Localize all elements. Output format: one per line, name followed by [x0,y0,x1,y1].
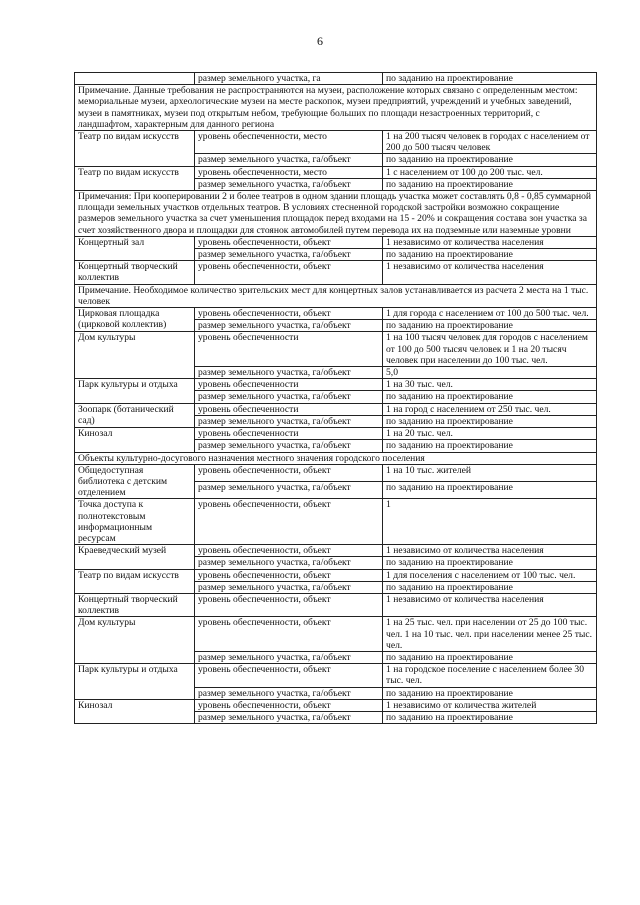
table-row [75,131,597,154]
table-row [75,699,597,711]
value-cell: по заданию на проектирование [383,320,597,332]
value-cell: 1 независимо от количества населения [383,261,597,284]
parameter-cell: уровень обеспеченности, объект [195,261,383,284]
parameter-cell: размер земельного участка, га/объект [195,391,383,403]
value-cell: 1 с населением от 100 до 200 тыс. чел. [383,166,597,178]
value-cell: 1 для города с населением от 100 до 500 тыс. чел. [383,308,597,320]
table-note-row [75,85,597,131]
parameter-cell: уровень обеспеченности, объект [195,569,383,581]
value-cell: по заданию на проектирование [383,391,597,403]
value-cell: 1 для поселения с населением от 100 тыс. чел. [383,569,597,581]
value-cell: 1 на 200 тысяч человек в городах с населением от 200 до 500 тысяч человек [383,131,597,154]
table-row [75,428,597,440]
table-row [75,379,597,391]
parameter-cell: размер земельного участка, га/объект [195,482,383,499]
parameter-cell: размер земельного участка, га/объект [195,249,383,261]
parameter-cell: размер земельного участка, га/объект [195,687,383,699]
parameter-cell: уровень обеспеченности, место [195,131,383,154]
value-cell: 1 на 25 тыс. чел. при населении от 25 до 100 тыс. чел. 1 на 10 тыс. чел. при населении менее 25 тыс. чел. [383,617,597,652]
table-row [75,166,597,178]
table-row [75,403,597,415]
value-cell: 1 независимо от количества населения [383,545,597,557]
parameter-cell: уровень обеспеченности, объект [195,664,383,687]
value-cell: 1 [383,499,597,545]
parameter-cell: размер земельного участка, га/объект [195,320,383,332]
table-row [75,617,597,652]
table-row [75,464,597,481]
value-cell: по заданию на проектирование [383,651,597,663]
page-number: 6 [317,34,323,48]
parameter-cell: размер земельного участка, га/объект [195,711,383,723]
object-name-cell: Цирковая площадка (цирковой коллектив) [75,308,195,332]
parameter-cell: уровень обеспеченности, объект [195,236,383,248]
table-row [75,593,597,616]
object-name-cell: Парк культуры и отдыха [75,664,195,700]
value-cell: по заданию на проектирование [383,249,597,261]
table-row [75,261,597,284]
parameter-cell: уровень обеспеченности [195,428,383,440]
parameter-cell: уровень обеспеченности, объект [195,308,383,320]
object-name-cell: Театр по видам искусств [75,166,195,190]
value-cell: по заданию на проектирование [383,557,597,569]
table-note: Примечание. Данные требования не распространяются на музеи, расположение которых связано с определенным местом: мемориальные музеи, археологические музеи на месте раскопок, музеи предприятий, учреждений и учебных заведений, музеи в памятниках, музеи под открытым небом, требующие больших по площади незастроенных территорий, с ландшафтом, характерным для данного региона [75,85,597,131]
value-cell: 5,0 [383,367,597,379]
parameter-cell: уровень обеспеченности, объект [195,499,383,545]
table-row [75,545,597,557]
table-note: Примечания: При кооперировании 2 и более театров в одном здании площадь участка может составлять 0,8 - 0,85 суммарной площади земельных участков отдельных театров. В условиях стесненной городской застройки возможно сокращение размеров земельного участка за счет уменьшения площадок перед входами на 15 - 20% и сокращения состава зон участка за счет хозяйственного двора и площадки для стоянок автомобилей путем перевода их на подземные или наземные уровни [75,191,597,237]
object-name-cell: Дом культуры [75,617,195,664]
table-row [75,332,597,367]
table-note-row [75,191,597,237]
object-name-cell: Общедоступная библиотека с детским отделением [75,464,195,499]
value-cell: 1 независимо от количества населения [383,236,597,248]
parameter-cell: размер земельного участка, га/объект [195,581,383,593]
norms-table-body [75,73,597,724]
value-cell: 1 на 100 тысяч человек для городов с населением от 100 до 500 тысяч человек и 1 на 20 тысяч человек при населении до 100 тыс. чел. [383,332,597,367]
parameter-cell: уровень обеспеченности, объект [195,617,383,652]
object-name-cell: Зоопарк (ботанический сад) [75,403,195,427]
value-cell: 1 на город с населением от 250 тыс. чел. [383,403,597,415]
norms-table [74,72,597,724]
parameter-cell: размер земельного участка, га/объект [195,440,383,452]
object-name-cell: Театр по видам искусств [75,131,195,167]
value-cell: по заданию на проектирование [383,178,597,190]
table-row [75,569,597,581]
table-row [75,308,597,320]
value-cell: по заданию на проектирование [383,415,597,427]
object-name-cell: Концертный творческий коллектив [75,261,195,284]
table-row [75,73,597,85]
parameter-cell: размер земельного участка, га/объект [195,651,383,663]
object-name-cell: Концертный зал [75,236,195,260]
parameter-cell: размер земельного участка, га/объект [195,415,383,427]
parameter-cell: уровень обеспеченности, объект [195,699,383,711]
table-note: Объекты культурно-досугового назначения местного значения городского поселения [75,452,597,464]
value-cell: по заданию на проектирование [383,581,597,593]
value-cell: 1 независимо от количества населения [383,593,597,616]
object-name-cell: Концертный творческий коллектив [75,593,195,616]
object-name-cell: Кинозал [75,428,195,452]
parameter-cell: размер земельного участка, га/объект [195,178,383,190]
parameter-cell: размер земельного участка, га [195,73,383,85]
parameter-cell: уровень обеспеченности, место [195,166,383,178]
value-cell: по заданию на проектирование [383,440,597,452]
object-name-cell: Кинозал [75,699,195,723]
table-row [75,236,597,248]
table-row [75,664,597,687]
parameter-cell: уровень обеспеченности [195,379,383,391]
object-name-cell: Театр по видам искусств [75,569,195,593]
parameter-cell: уровень обеспеченности, объект [195,464,383,481]
object-name-cell: Парк культуры и отдыха [75,379,195,403]
table-note-row [75,452,597,464]
parameter-cell: размер земельного участка, га/объект [195,367,383,379]
table-row [75,499,597,545]
value-cell: по заданию на проектирование [383,73,597,85]
value-cell: 1 независимо от количества жителей [383,699,597,711]
value-cell: 1 на 30 тыс. чел. [383,379,597,391]
value-cell: по заданию на проектирование [383,711,597,723]
value-cell: 1 на городское поселение с населением более 30 тыс. чел. [383,664,597,687]
parameter-cell: размер земельного участка, га/объект [195,154,383,166]
parameter-cell: уровень обеспеченности, объект [195,545,383,557]
object-name-cell: Дом культуры [75,332,195,379]
value-cell: по заданию на проектирование [383,482,597,499]
value-cell: по заданию на проектирование [383,687,597,699]
value-cell: 1 на 10 тыс. жителей [383,464,597,481]
table-note-row [75,284,597,307]
table-note: Примечание. Необходимое количество зрительских мест для концертных залов устанавливается из расчета 2 места на 1 тыс. человек [75,284,597,307]
object-name-cell [75,73,195,85]
value-cell: 1 на 20 тыс. чел. [383,428,597,440]
object-name-cell: Краеведческий музей [75,545,195,569]
value-cell: по заданию на проектирование [383,154,597,166]
parameter-cell: уровень обеспеченности, объект [195,593,383,616]
parameter-cell: уровень обеспеченности [195,403,383,415]
object-name-cell: Точка доступа к полнотекстовым информационным ресурсам [75,499,195,545]
parameter-cell: размер земельного участка, га/объект [195,557,383,569]
parameter-cell: уровень обеспеченности [195,332,383,367]
